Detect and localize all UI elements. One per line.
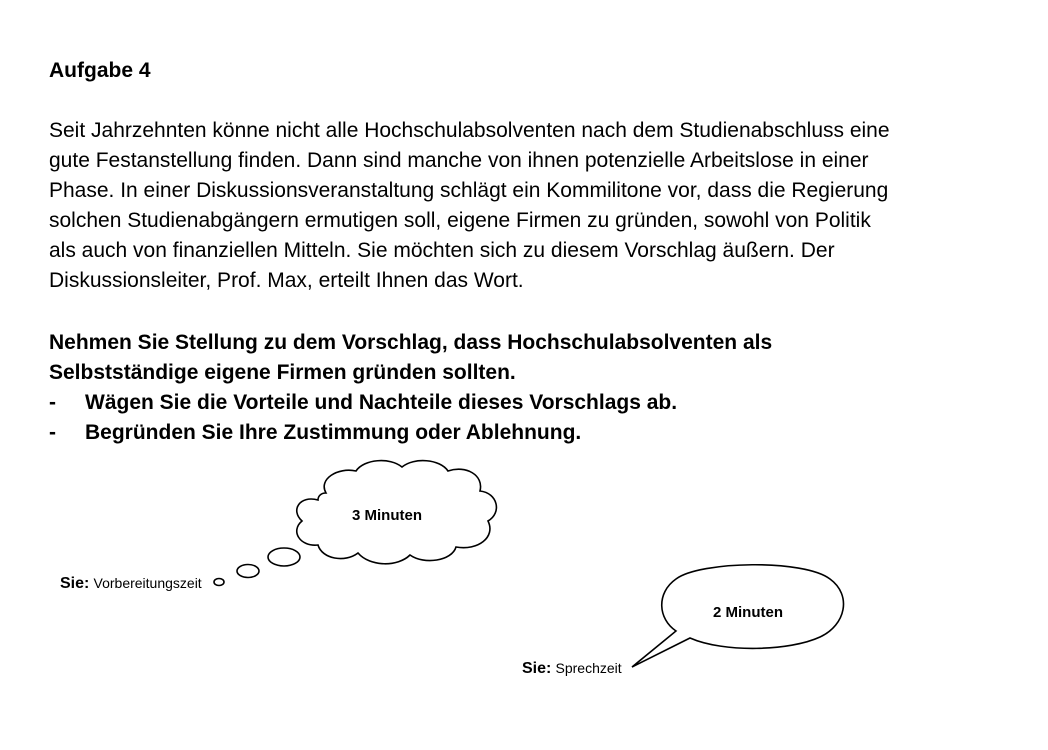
- thought-dot-small: [214, 579, 224, 586]
- task-bullet: [49, 418, 1009, 448]
- intro-line: gute Festanstellung finden. Dann sind manche von ihnen potenzielle Arbeitslose in einer: [49, 149, 869, 172]
- speak-label: [522, 660, 622, 678]
- intro-line: als auch von finanziellen Mitteln. Sie möchten sich zu diesem Vorschlag äußern. Der: [49, 239, 835, 262]
- prep-duration: 3 Minuten: [352, 507, 422, 524]
- task-heading: Aufgabe 4: [49, 59, 151, 82]
- prep-label: [60, 575, 202, 593]
- intro-paragraph: [49, 116, 1029, 296]
- thought-dots: [214, 548, 300, 586]
- prep-who: Sie:: [60, 575, 90, 592]
- bullet-marker: -: [49, 391, 56, 414]
- speak-who: Sie:: [522, 660, 552, 677]
- speak-what: Sprechzeit: [555, 660, 622, 676]
- thought-dot-large: [268, 548, 300, 566]
- task-bullet: [49, 388, 1009, 418]
- task-bullet-text: Begründen Sie Ihre Zustimmung oder Ablehnung.: [85, 421, 582, 444]
- bullet-marker: -: [49, 421, 56, 444]
- intro-line: Seit Jahrzehnten könne nicht alle Hochschulabsolventen nach dem Studienabschluss eine: [49, 119, 890, 142]
- intro-line: solchen Studienabgängern ermutigen soll, eigene Firmen zu gründen, sowohl von Politik: [49, 209, 871, 232]
- speak-duration: 2 Minuten: [713, 604, 783, 621]
- task-bullet-text: Wägen Sie die Vorteile und Nachteile dieses Vorschlags ab.: [85, 391, 678, 414]
- intro-line: Phase. In einer Diskussionsveranstaltung schlägt ein Kommilitone vor, dass die Regierung: [49, 179, 889, 202]
- thought-dot-medium: [237, 565, 259, 578]
- task-line: Nehmen Sie Stellung zu dem Vorschlag, dass Hochschulabsolventen als: [49, 331, 773, 354]
- task-line: Selbstständige eigene Firmen gründen sollten.: [49, 361, 516, 384]
- time-figure: [0, 455, 1048, 705]
- prep-what: Vorbereitungszeit: [93, 575, 202, 591]
- task-instructions: [49, 328, 1009, 448]
- intro-line: Diskussionsleiter, Prof. Max, erteilt Ihnen das Wort.: [49, 269, 524, 292]
